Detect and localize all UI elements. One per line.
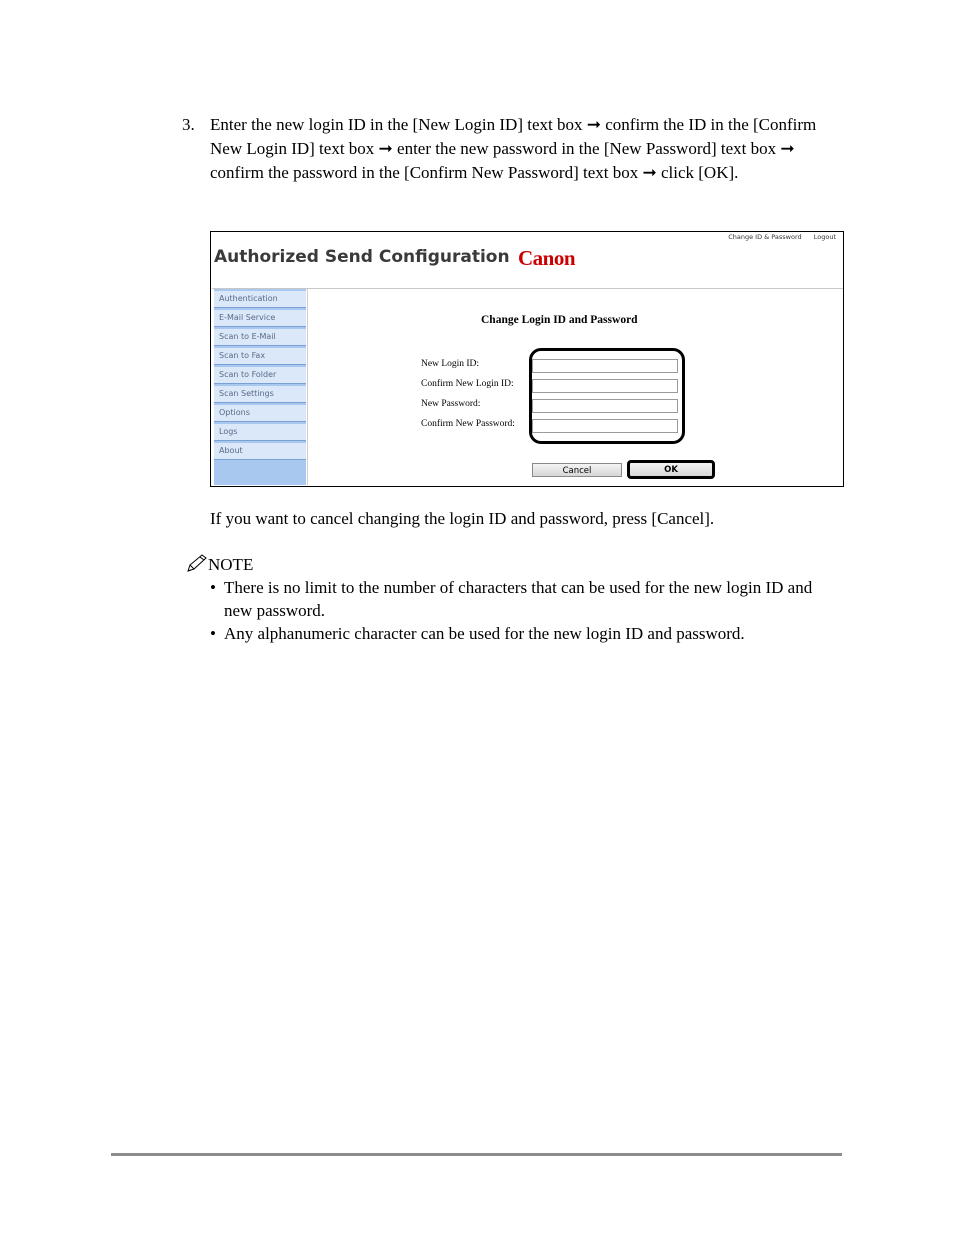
main-panel [307,289,843,485]
ui-screenshot [210,231,844,487]
logout-link[interactable]: Logout [813,233,836,241]
change-id-password-link[interactable]: Change ID & Password [728,233,802,241]
new-login-id-label: New Login ID: [421,359,480,369]
footer-divider [111,1153,842,1156]
inputs-highlight-callout [529,348,685,444]
ok-button[interactable]: OK [627,460,715,479]
new-password-label: New Password: [421,399,481,409]
top-links [718,233,836,241]
sidebar-item-logs[interactable]: Logs [214,424,306,441]
sidebar-item-authentication[interactable]: Authentication [214,291,306,308]
sidebar [214,289,306,485]
form-title: Change Login ID and Password [481,314,638,326]
confirm-new-login-id-label: Confirm New Login ID: [421,379,514,389]
note-item-text: Any alphanumeric character can be used for the new login ID and password. [224,624,745,643]
sidebar-item-scan-to-email[interactable]: Scan to E-Mail [214,329,306,346]
list-item [210,576,842,622]
sidebar-item-scan-to-folder[interactable]: Scan to Folder [214,367,306,384]
note-heading-text: NOTE [208,555,254,574]
content-frame [212,288,843,487]
pencil-icon [186,553,208,573]
canon-logo: Canon [518,246,576,270]
note-list [210,576,842,645]
bullet-icon: • [210,624,216,643]
confirm-new-password-label: Confirm New Password: [421,419,515,429]
app-title: Authorized Send Configuration [214,247,510,267]
sidebar-item-scan-to-fax[interactable]: Scan to Fax [214,348,306,365]
sidebar-item-email-service[interactable]: E-Mail Service [214,310,306,327]
cancel-note: If you want to cancel changing the login ID and password, press [Cancel]. [210,509,715,528]
bullet-icon: • [210,578,216,597]
step-text: Enter the new login ID in the [New Login ID] text box ➞ confirm the ID in the [Confirm New Login ID] text box ➞ enter the new password in the [New Password] text box ➞ confirm the password in the [Confirm New Password] text box ➞ click [OK]. [210,115,817,182]
step-number: 3. [182,115,195,134]
list-item [210,622,842,645]
sidebar-item-options[interactable]: Options [214,405,306,422]
cancel-button[interactable]: Cancel [532,463,622,477]
sidebar-item-about[interactable]: About [214,443,306,460]
step-instruction [182,113,832,185]
note-heading [186,553,253,577]
note-item-text: There is no limit to the number of characters that can be used for the new login ID and new password. [224,578,813,620]
sidebar-item-scan-settings[interactable]: Scan Settings [214,386,306,403]
